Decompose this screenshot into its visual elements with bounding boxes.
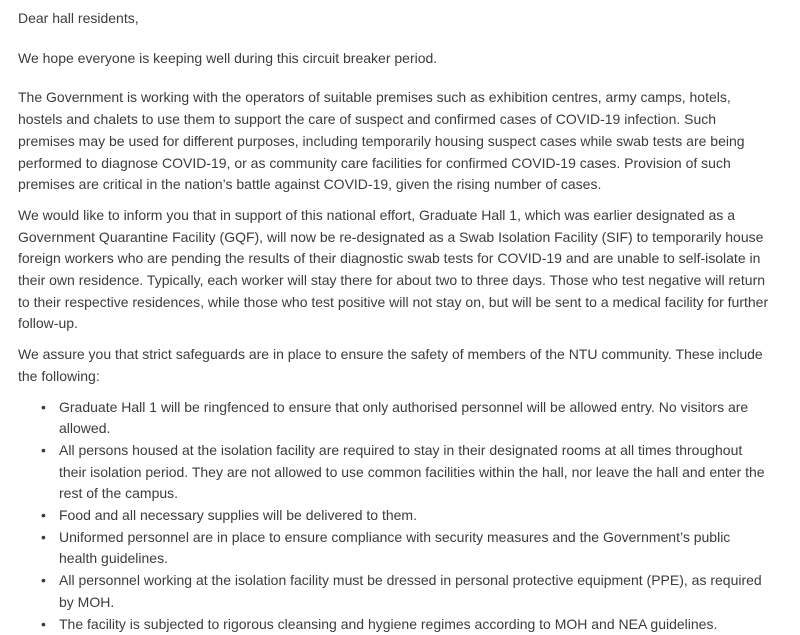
list-item — [41, 570, 770, 613]
bullet-icon: • — [41, 572, 46, 589]
list-item — [41, 397, 770, 440]
paragraph-greeting: We hope everyone is keeping well during this circuit breaker period. — [18, 49, 438, 66]
bullet-icon: • — [41, 615, 46, 632]
bullet-text-designated-rooms: All persons housed at the isolation facility are required to stay in their designated rooms at all times throughout their isolation period. They are not allowed to use common facilities within the hall, nor leave the hall and enter the rest of the campus. — [59, 441, 765, 502]
bullet-text-cleansing: The facility is subjected to rigorous cleansing and hygiene regimes according to MOH and NEA guidelines. — [59, 615, 718, 632]
bullet-text-uniformed-personnel: Uniformed personnel are in place to ensure compliance with security measures and the Government’s public health guidelines. — [59, 528, 731, 567]
paragraph-sif-redesignation: We would like to inform you that in support of this national effort, Graduate Hall 1, which was earlier designated as a Government Quarantine Facility (GQF), will now be re-designated as a Swab Isolation Facility (SIF) to temporarily house foreign workers who are pending the results of their diagnostic swab tests for COVID-19 and are unable to self-isolate in their own residence. Typically, each worker will stay there for about two to three days. Those who test negative will return to their respective residences, while those who test positive will not stay on, but will be sent to a medical facility for further follow-up. — [18, 206, 769, 332]
salutation: Dear hall residents, — [18, 10, 139, 26]
bullet-icon: • — [41, 441, 46, 458]
list-item — [41, 614, 770, 635]
bullet-text-ppe: All personnel working at the isolation facility must be dressed in personal protective equipment (PPE), as required by MOH. — [59, 572, 762, 610]
bullet-icon: • — [41, 398, 46, 415]
safeguards-list — [18, 397, 770, 635]
list-item — [41, 527, 770, 570]
paragraph-government-premises: The Government is working with the operators of suitable premises such as exhibition centres, army camps, hotels, hostels and chalets to use them to support the care of suspect and confirmed cases of COVID-19 infection. Such premises may be used for different purposes, including temporarily housing suspect cases while swab tests are being performed to diagnose COVID-19, or as community care facilities for confirmed COVID-19 cases. Provision of such premises are critical in the nation’s battle against COVID-19, given the rising number of cases. — [18, 89, 745, 193]
bullet-text-food-supplies: Food and all necessary supplies will be delivered to them. — [59, 507, 417, 524]
bullet-icon: • — [41, 528, 46, 545]
list-item — [41, 440, 770, 505]
list-item — [41, 505, 770, 527]
paragraph-safeguards-intro: We assure you that strict safeguards are in place to ensure the safety of members of the NTU community. These include the following: — [18, 346, 763, 384]
bullet-icon: • — [41, 507, 46, 524]
bullet-text-ringfenced: Graduate Hall 1 will be ringfenced to ensure that only authorised personnel will be allowed entry. No visitors are allowed. — [59, 398, 749, 437]
